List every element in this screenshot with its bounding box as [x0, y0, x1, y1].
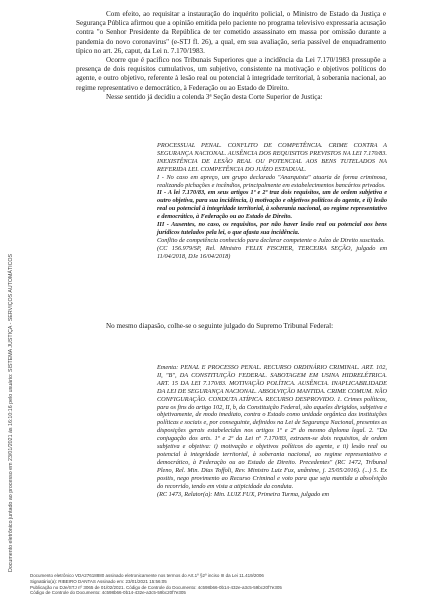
quote-stj-item-3: III - Ausentes, no caso, os requisitos, por não haver lesão real ou potencial aos bens jurídicos tutelados pela lei, o que afasta sua incidência. — [157, 221, 387, 236]
footer-line-4: Código de Controle do Documento: 4c598b66-0b14-432e-a3c5-59bc20f7e305 — [30, 590, 186, 596]
paragraph-1: Com efeito, ao requisitar a instauração do inquérito policial, o Ministro de Estado da Justiça e Segurança Pública afirmou que a opinião emitida pelo paciente no programa televisivo expressaria acusação contra "o Senhor Presidente da República de ter cometido assassinato em massa por omissão durante a pandemia do novo coronavirus" (e-STJ fl. 26), a qual, em sua avaliação, seria passível de enquadramento típico no art. 26, caput, da Lei n. 7.170/1983. — [76, 10, 386, 55]
paragraph-4: No mesmo diapasão, colhe-se o seguinte julgado do Supremo Tribunal Federal: — [106, 322, 334, 330]
body-section-top — [76, 10, 386, 102]
quote-stf-text: Ementa: PENAL E PROCESSO PENAL. RECURSO ORDINÁRIO CRIMINAL. ART. 102, II, "B", DA CONSTITUIÇÃO FEDERAL. SABOTAGEM EM USINA HIDRELÉTRICA. ART. 15 DA LEI 7.170/83. MOTIVAÇÃO POLÍTICA. AUSÊNCIA. INAPLICABILIDADE DA LEI DE SEGURANÇA NACIONAL. ABSOLVIÇÃO MANTIDA. CRIME COMUM. NÃO CONFIGURAÇÃO. CONDUTA ATÍPICA. RECURSO DESPROVIDO. 1. Crimes políticos, para os fins do artigo 102, II, b, da Constituição Federal, são aqueles dirigidos, subjetiva e objetivamente, de modo imediato, contra o Estado como unidade orgânica das instituições políticas e sociais e, por conseguinte, definidos na Lei de Segurança Nacional, presentes as disposições gerais estabelecidas nos artigos 1º e 2º do mesmo diploma legal. 2. "Da conjugação dos arts. 1º e 2º da Lei nº 7.170/83, extraem-se dois requisitos, de ordem subjetiva e objetiva: i) motivação e objetivos políticos do agente, e ii) lesão real ou potencial à integridade territorial, à soberania nacional, ao regime representativo e democrático, à Federação ou ao Estado de Direito. Precedentes" (RC 1472, Tribunal Pleno, Rel. Min. Dias Toffoli, Rev. Ministro Luiz Fux, unânime, j. 25/05/2016). (...) 5. Ex positis, nego provimento ao Recurso Criminal e voto para que seja mantida a absolvição do recorrido, tendo em vista a atipicidade da conduta. — [157, 364, 387, 490]
quote-stj — [157, 142, 387, 261]
footer-line-1: Documento eletrônico VDA27618880 assinado eletronicamente nos termos do Art.1º §2º inciso III da Lei 11.419/2006 — [30, 573, 264, 578]
quote-stj-conclusion: Conflito de competência conhecido para declarar competente o Juízo de Direito suscitado. — [157, 236, 385, 244]
quote-stj-citation: (CC 156.979/SP, Rel. Ministro FELIX FISCHER, TERCEIRA SEÇÃO, julgado em 11/04/2018, DJe 16/04/2018) — [157, 244, 387, 260]
footer-line-3: Publicação no DJe/STJ nº 3065 de 01/02/2021. Código de Controle do Documento: 4c598b66-0b14-432e-a3c5-59bc20f7e305 — [30, 584, 282, 590]
quote-stf — [157, 364, 387, 498]
footer-line-2: Signatário(a): RIBEIRO DANTAS Assinado em: 23/01/2021 15:56:05 — [30, 578, 167, 584]
body-section-mid — [76, 322, 386, 331]
quote-stj-item-1: I - No caso em apreço, um grupo declarado "Anarquista" atuaria de forma criminosa, realizando pichações e incêndios, principalmente em estabelecimentos bancários privados. — [157, 173, 387, 189]
signature-footer — [30, 573, 440, 596]
paragraph-2: Ocorre que é pacífico nos Tribunais Superiores que a incidência da Lei 7.170/1983 pressupõe a presença de dois requisitos cumulativos, um subjetivo, consistente na motivação e objetivos políticos do agente, e outro objetivo, referente à lesão real ou potencial à integridade territorial, à soberania nacional, ao regime representativo e democrático, à Federação ou ao Estado de Direito. — [76, 56, 386, 92]
quote-stf-citation: (RC 1473, Relator(a): Min. LUIZ FUX, Primeira Turma, julgado em — [157, 490, 330, 498]
quote-stj-ementa: PROCESSUAL PENAL. CONFLITO DE COMPETÊNCIA. CRIME CONTRA A SEGURANÇA NACIONAL. AUSÊNCIA DOS REQUISITOS PREVISTOS NA LEI 7.170/83. INEXISTÊNCIA DE LESÃO REAL OU POTENCIAL AOS BENS TUTELADOS NA REFERIDA LEI. COMPETÊNCIA DO JUÍZO ESTADUAL. — [157, 142, 387, 173]
paragraph-3: Nesse sentido já decidiu a colenda 3ª Seção desta Corte Superior de Justiça: — [106, 92, 323, 101]
quote-stj-item-2: II - A lei 7.170/83, em seus artigos 1º e 2º traz dois requisitos, um de ordem subjetiva e outro objetiva, para sua incidência, i) motivação e objetivos políticos do agente, e ii) lesão real ou potencial à integridade territorial, à soberania nacional, ao regime representativo e democrático, à Federação ou ao Estado de Direito. — [157, 189, 388, 221]
side-stamp — [0, 0, 20, 580]
side-stamp-text: Documento eletrônico juntado ao processo em 23/01/2021 às 16:10:16 pelo usuário: SISTEMA JUSTIÇA - SERVIÇOS AUTOMÁTICOS — [8, 253, 14, 572]
